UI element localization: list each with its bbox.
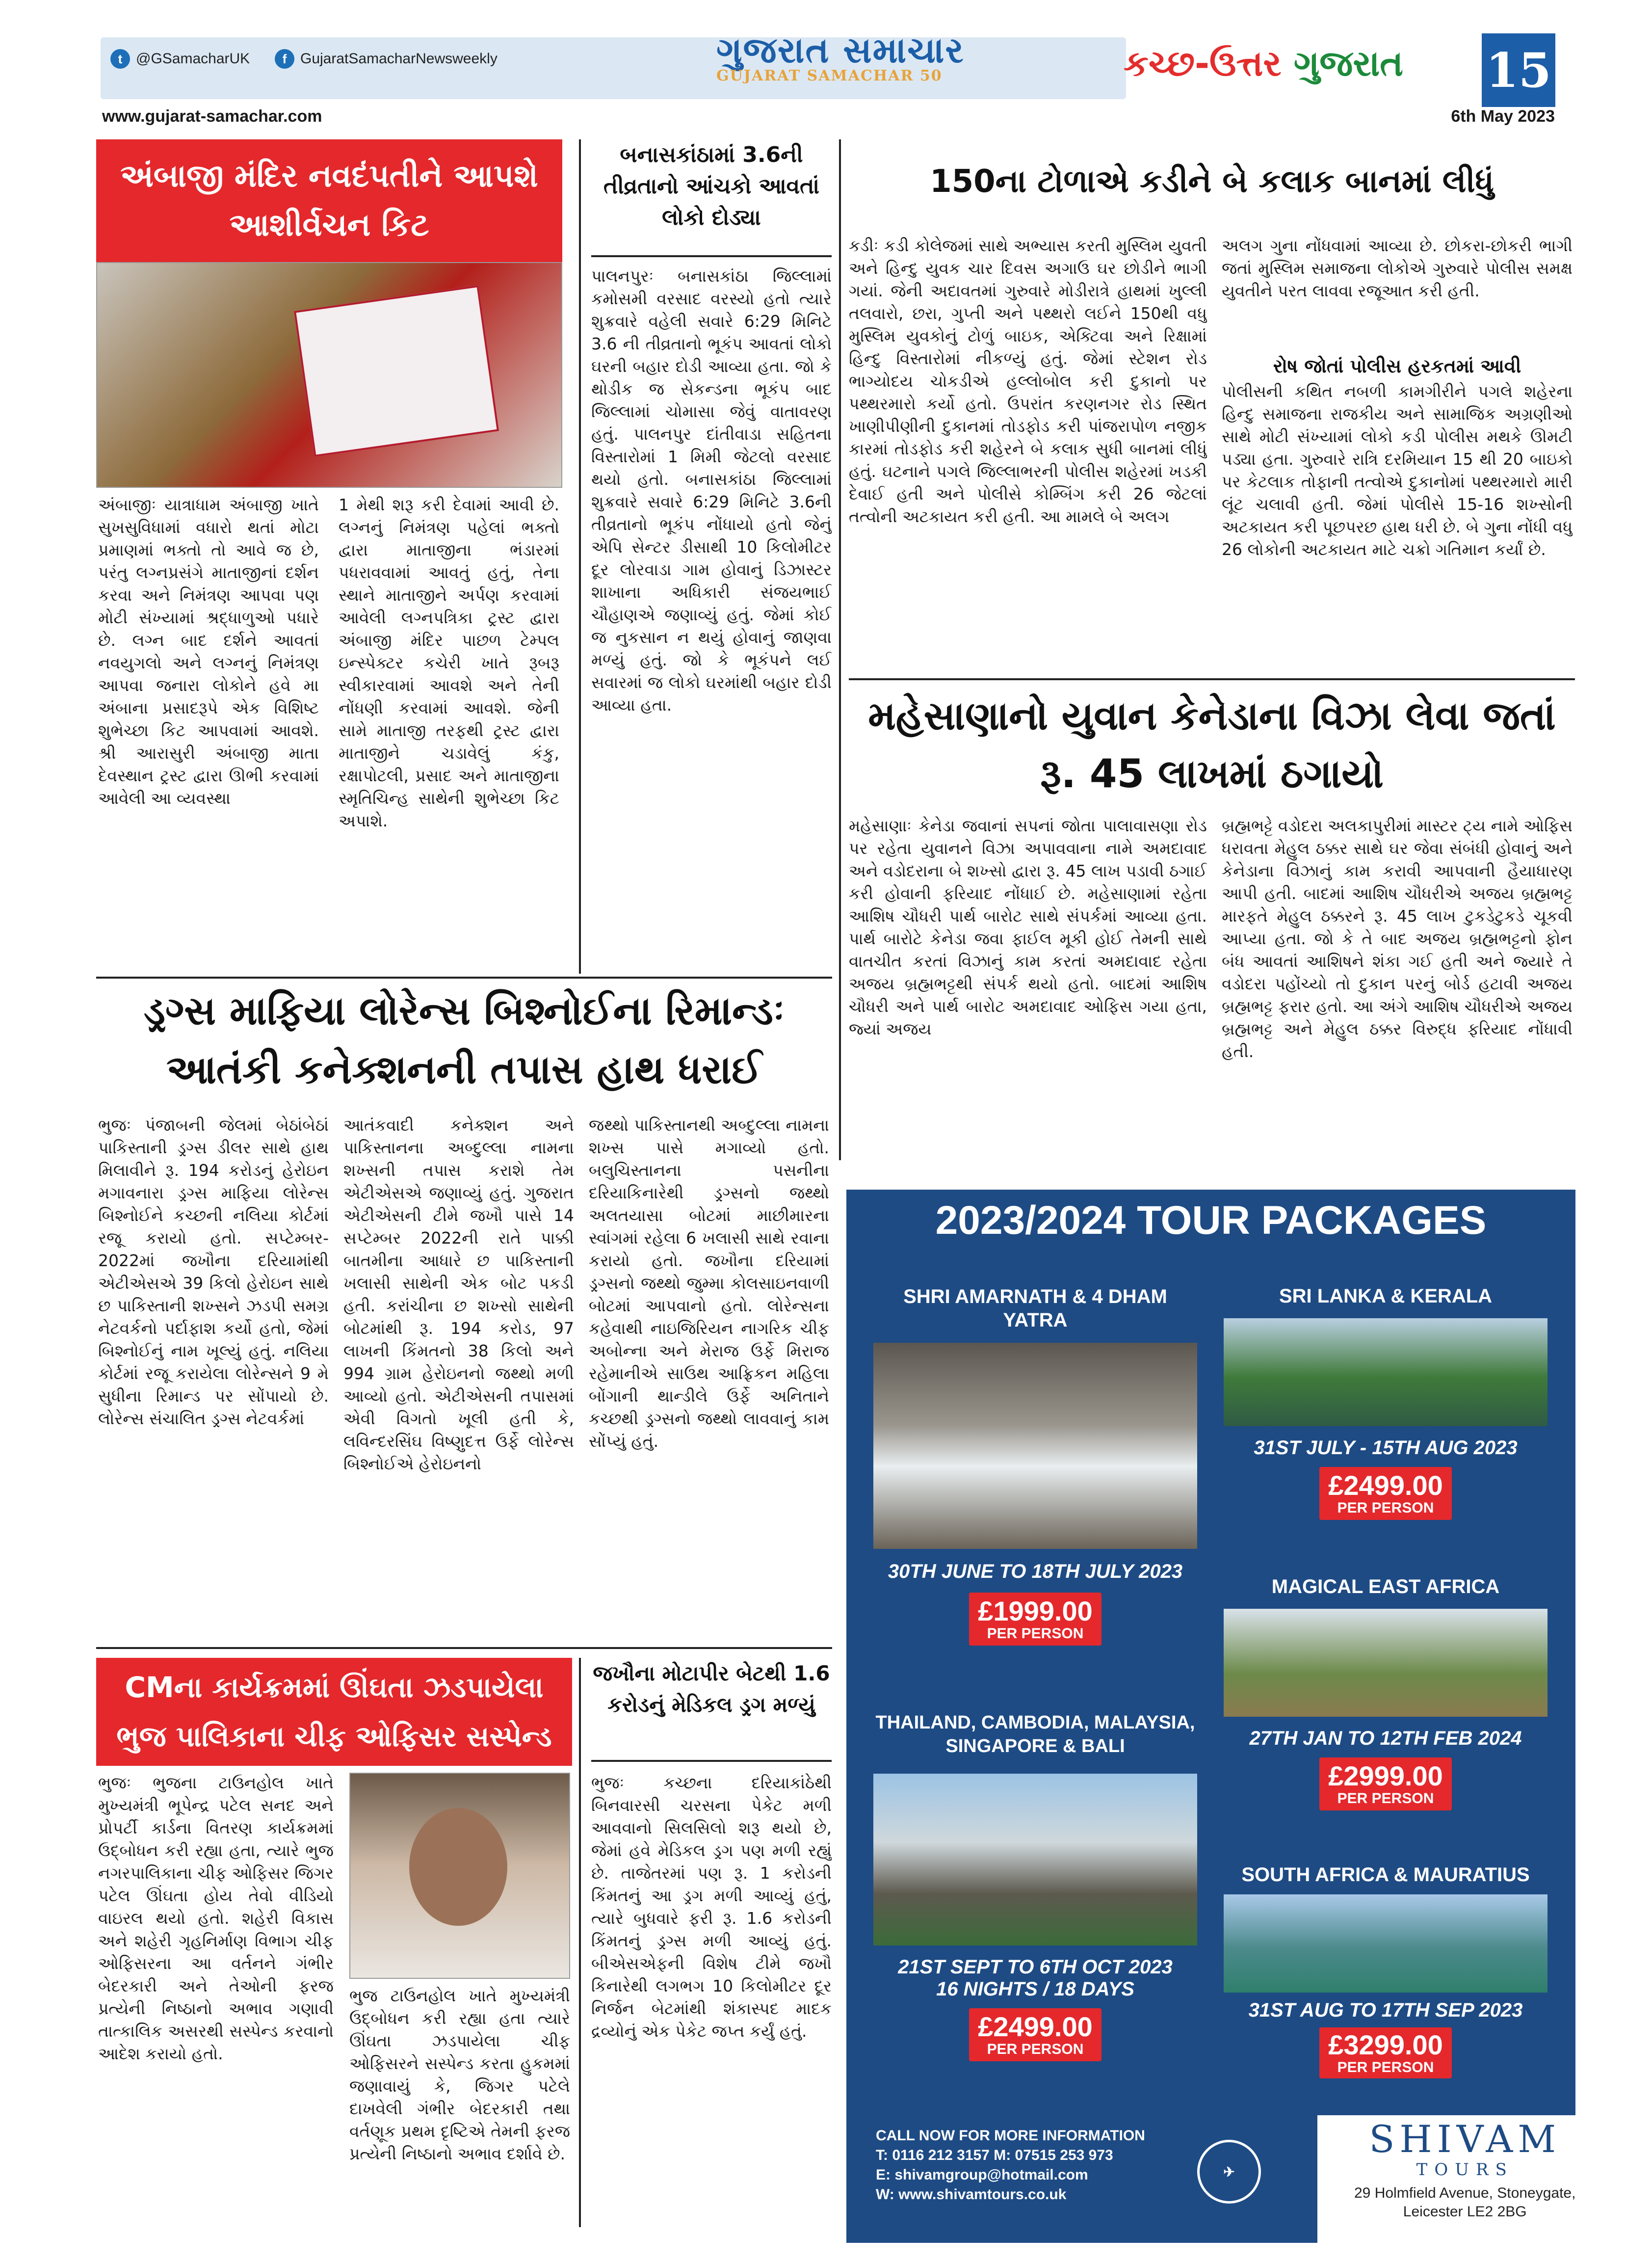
contact-info: CALL NOW FOR MORE INFORMATION T: 0116 212 3157 M: 07515 253 973 E: shivamgroup@hotmail.com W: www.shivamtours.co.uk [846,2112,1317,2243]
twitter-icon: t [110,49,130,69]
kadi-column-2a: અલગ ગુના નોંધવામાં આવ્યા છે. છોકરા-છોકરી ભાગી જતાં મુસ્લિમ સમાજના લોકોએ ગુરુવારે પોલીસ સમક્ષ યુવતીને પરત લાવવા રજૂઆત કરી હતી. [1222,236,1573,300]
tour-card-amarnath[interactable]: SHRI AMARNATH & 4 DHAM YATRA 30TH JUNE TO 18TH JULY 2023 £1999.00 PER PERSON [873,1274,1197,1686]
column-rule [579,1658,581,2227]
facebook-icon: f [275,49,294,69]
phone-numbers[interactable]: T: 0116 212 3157 M: 07515 253 973 [876,2147,1113,2163]
ambaji-headline: અંબાજી મંદિર નવદંપતીને આપશે આશીર્વચન કિટ [96,139,562,262]
mehsana-column-2: બ્રહ્મભટ્ટે વડોદરા અલકાપુરીમાં માસ્ટર ટ્ય નામે ઓફિસ ધરાવતા મેહુલ ઠક્કર સાથે ઘર જેવા સંબંધી હોવાનું અને કેનેડાના વિઝાનું કામ કરાવી આપવાની હૈયાધારણ આપી હતી. બાદમાં આશિષ ચૌધરીએ અજય બ્રહ્મભટ્ટ મારફતે મેહુલ ઠક્કરને રૂ. 45 લાખ ટુકડેટુકડે ચૂકવી આપ્યા હતા. જો કે તે બાદ અજય બ્રહ્મભટ્ટનો ફોન બંધ આવતાં આશિષને શંકા ગઈ હતી અને જ્યારે તે વડોદરા પહોંચ્યો તો દુકાન પરનું બોર્ડ હટાવી અજય બ્રહ્મભટ્ટ ફરાર હતો. આ અંગે આશિષ ચૌધરીએ અજય બ્રહ્મભટ્ટ અને મેહુલ ઠક્કર વિરુદ્ધ ફરિયાદ નોંધાવી હતી. [1222,816,1573,1061]
officer-face [409,1808,507,1926]
kadi-column-1: કડીઃ કડી કોલેજમાં સાથે અભ્યાસ કરતી મુસ્લિમ યુવતી અને હિન્દુ યુવક ચાર દિવસ અગાઉ ઘર છોડીને ભાગી ગયાં. જેની અદાવતમાં ગુરુવારે મોડીરાત્રે હાથમાં ખુલ્લી તલવારો, છરા, ગુપ્તી અને પથ્થરો લઈને 150થી વધુ મુસ્લિમ યુવકોનું ટોળું બાઇક, એક્ટિવા અને રિક્ષામાં હિન્દુ વિસ્તારોમાં નીકળ્યું હતું. જેમાં સ્ટેશન રોડ ભાગ્યોદય ચોકડીએ હલ્લોબોલ કરી દુકાનો પર પથ્થરમારો કર્યો હતો. ઉપરાંત કરણનગર રોડ સ્થિત ખાણીપીણીની દુકાનમાં તોડફોડ કરી પાંજરાપોળ નજીક કારમાં તોડફોડ કરી શહેરને બે કલાક સુધી બાનમાં લીધું હતું. ઘટનાને પગલે જિલ્લાભરની પોલીસ શહેરમાં ખડકી દેવાઈ હતી અને પોલીસે કોમ્બિંગ કરી 26 જેટલાં તત્વોની અટકાયત કરી હતી. આ મામલે બે અલગ [849,236,1207,526]
kit-card [294,285,499,457]
mehsana-headline: મહેસાણાનો યુવાન કેનેડાના વિઝા લેવા જતાં રૂ. 45 લાખમાં ઠગાયો [868,693,1556,797]
website-url[interactable]: www.gujarat-samachar.com [102,107,322,126]
mauritius-photo [1224,1894,1547,1993]
kadi-subhead: રોષ જોતાં પોલીસ હરકતમાં આવી [1273,355,1521,377]
officer-photo [349,1773,570,1979]
tour-card-africa[interactable]: MAGICAL EAST AFRICA 27TH JAN TO 12TH FEB 2024 £2999.00 PER PERSON [1224,1565,1547,1849]
tour-card-southafrica[interactable]: SOUTH AFRICA & MAURATIUS 31ST AUG TO 17TH SEP 2023 £3299.00 PER PERSON [1224,1855,1547,2102]
divider [849,678,1575,680]
quake-headline: બનાસકાંઠામાં 3.6ની તીવ્રતાનો આંચકો આવતાં લોકો દોડ્યા [603,142,820,230]
divider [591,1760,832,1762]
africa-photo [1224,1609,1547,1717]
cm-headline: CMના કાર્યક્રમમાં ઊંઘતા ઝડપાયેલા ભુજ પાલિકાના ચીફ ઓફિસર સસ્પેન્ડ [96,1658,572,1766]
twitter-handle[interactable]: t @GSamacharUK [110,49,250,69]
cm-column-1: ભુજઃ ભુજના ટાઉનહોલ ખાતે મુખ્યમંત્રી ભૂપેન્દ્ર પટેલ સનદ અને પ્રોપર્ટી કાર્ડના વિતરણ કાર્યક્રમમાં ઉદ્બોધન કરી રહ્યા હતા, ત્યારે ભુજ નગરપાલિકાના ચીફ ઓફિસર જિગર પટેલ ઊંઘતા હોય તેવો વીડિયો વાઇરલ થયો હતો. શહેરી વિકાસ અને શહેરી ગૃહનિર્માણ વિભાગ ચીફ ઓફિસરના આ વર્તનને ગંભીર બેદરકારી અને તેઓની ફરજ પ્રત્યેની નિષ્ઠાનો અભાવ ગણાવી તાત્કાલિક અસરથી સસ્પેન્ડ કરવાનો આદેશ કરાયો હતો. [98,1773,334,2063]
divider [96,1647,832,1649]
cm-column-2: ભુજ ટાઉનહોલ ખાતે મુખ્યમંત્રી ઉદ્બોધન કરી રહ્યા હતા ત્યારે ઊંઘતા ઝડપાયેલા ચીફ ઓફિસરને સસ્પેન્ડ કરતા હુકમમાં જણાવાયું કે, જિગર પટેલે દાખવેલી ગંભીર બેદરકારી તથા વર્તણૂક પ્રથમ દૃષ્ટિએ તેમની ફરજ પ્રત્યેની નિષ્ઠાનો અભાવ દર્શાવે છે. [349,1986,570,2163]
divider [591,255,832,257]
drugs-headline: ડ્રગ્સ માફિયા લોરેન્સ બિશ્નોઈના રિમાન્ડઃ આતંકી કનેક્શનની તપાસ હાથ ધરાઈ [144,988,785,1092]
tour-card-srilanka[interactable]: SRI LANKA & KERALA 31ST JULY - 15TH AUG 2023 £2499.00 PER PERSON [1224,1274,1547,1559]
column-rule [579,139,581,974]
kadi-column-2b: પોલીસની કથિત નબળી કામગીરીને પગલે શહેરના હિન્દુ સમાજના રાજકીય અને સામાજિક અગ્રણીઓ સાથે મોટી સંખ્યામાં લોકો કડી પોલીસ મથકે ઊમટી પડ્યા હતા. ગુરુવારે રાત્રિ દરમિયાન 15 થી 20 બાઇકો પર કેટલાક તોફાની તત્વોએ દુકાનોમાં પથ્થરમારો મારી લૂંટ ચલાવી હતી. જેમાં પોલીસે 15-16 શખ્સોની અટકાયત કરી પૂછપરછ હાથ ધરી છે. બે ગુના નોંધી વધુ 26 લોકોની અટકાયત માટે ચક્રો ગતિમાન કર્યાં છે. [1222,382,1573,559]
drugs-column-3: જથ્થો પાકિસ્તાનથી અબ્દુલ્લા નામના શખ્સ પાસે મગાવ્યો હતો. બલુચિસ્તાનના પસનીના દરિયાકિનારેથી ડ્રગ્સનો જથ્થો અલતયાસા બોટમાં માછીમારના સ્વાંગમાં રહેલા 6 ખલાસી સાથે રવાના કરાયો હતો. જખૌના દરિયામાં ડ્રગ્સનો જથ્થો જુમ્મા કોલસાઇનવાળી બોટમાં આપવાનો હતો. લોરેન્સના કહેવાથી નાઇજિરિયન નાગરિક ચીફ અબોન્ના અને મેરાજ ઉર્ફે મિરાજ રહેમાનીએ સાઉથ આફ્રિકન મહિલા બોંગાની થાન્ડીલે ઉર્ફે અનિતાને કચ્છથી ડ્રગ્સનો જથ્થો લાવવાનું કામ સોંપ્યું હતું. [589,1116,829,1451]
ambaji-column-2: 1 મેથી શરૂ કરી દેવામાં આવી છે. લગ્નનું નિમંત્રણ પહેલાં ભક્તો દ્વારા માતાજીના ભંડારમાં પધરાવવામાં આવતું હતું, તેના સ્થાને માતાજીને અર્પણ કરવામાં આવેલી લગ્નપત્રિકા ટ્રસ્ટ દ્વારા અંબાજી મંદિર પાછળ ટેમ્પલ ઇન્સ્પેક્ટર કચેરી ખાતે રૂબરૂ સ્વીકારવામાં આવશે અને તેની નોંધણી કરવામાં આવશે. જેની સામે માતાજી તરફથી ટ્રસ્ટ દ્વારા માતાજીને ચડાવેલું કંકુ, રક્ષાપોટલી, પ્રસાદ અને માતાજીના સ્મૃતિચિન્હ સાથેની શુભેચ્છા કિટ અપાશે. [339,495,559,830]
section-title: કચ્છ-ઉત્તર ગુજરાત [1124,43,1403,84]
ambaji-column-1: અંબાજીઃ યાત્રાધામ અંબાજી ખાતે સુખસુવિધામાં વધારો થતાં મોટા પ્રમાણમાં ભક્તો તો આવે જ છે, પરંતુ લગ્નપ્રસંગે માતાજીનાં દર્શન કરવા અને નિમંત્રણ આપવા પણ મોટી સંખ્યામાં શ્રદ્ધાળુઓ પધારે છે. લગ્ન બાદ દર્શને આવતાં નવયુગલો અને લગ્નનું નિમંત્રણ આપવા જનારા લોકોને હવે મા અંબાના પ્રસાદરૂપે એક વિશિષ્ટ શુભેચ્છા કિટ આપવામાં આવશે. શ્રી આરાસુરી અંબાજી માતા દેવસ્થાન ટ્રસ્ટ દ્વારા ઊભી કરવામાં આવેલી આ વ્યવસ્થા [98,495,319,808]
kerala-photo [1224,1318,1547,1426]
drugs-column-1: ભુજઃ પંજાબની જેલમાં બેઠાંબેઠાં પાકિસ્તાની ડ્રગ્સ ડીલર સાથે હાથ મિલાવીને રૂ. 194 કરોડનું હેરોઇન મગાવનારા ડ્રગ્સ માફિયા લોરેન્સ બિશ્નોઈને કચ્છની નલિયા કોર્ટમાં રજૂ કરાયો હતો. સપ્ટેમ્બર- 2022માં જખૌના દરિયામાંથી એટીએસએ 39 કિલો હેરોઇન સાથે છ પાકિસ્તાની શખ્સને ઝડપી સમગ્ર નેટવર્કનો પર્દાફાશ કર્યો હતો, જેમાં બિશ્નોઈનું નામ ખૂલ્યું હતું. નલિયા કોર્ટમાં રજૂ કરાયેલા લોરેન્સને 9 મે સુધીના રિમાન્ડ પર સોંપાયો છે. લોરેન્સ સંચાલિત ડ્રગ્સ નેટવર્કમાં [98,1116,329,1428]
ambaji-kit-photo [96,262,562,488]
page-number: 15 [1482,33,1555,107]
facebook-handle[interactable]: f GujaratSamacharNewsweekly [275,49,498,69]
masthead-bar [101,37,1126,99]
jakhau-headline: જખૌના મોટાપીર બેટથી 1.6 કરોડનું મેડિકલ ડ્રગ મળ્યું [593,1661,830,1717]
quake-body: પાલનપુરઃ બનાસકાંઠા જિલ્લામાં કમોસમી વરસાદ વરસ્યો હતો ત્યારે શુક્રવારે વહેલી સવારે 6:29 મિનિટે 3.6 ની તીવ્રતાનો ભૂકંપ આવતાં લોકો ઘરની બહાર દોડી આવ્યા હતા. જો કે થોડીક જ સેકન્ડના ભૂકંપ બાદ જિલ્લામાં ચોમાસા જેવું વાતાવરણ હતું. પાલનપુર દાંતીવાડા સહિતના વિસ્તારોમાં 1 મિમી જેટલો વરસાદ થયો હતો. બનાસકાંઠા જિલ્લામાં શુક્રવારે સવારે 6:29 મિનિટે 3.6ની તીવ્રતાનો ભૂકંપ નોંધાયો હતો જેનું એપિ સેન્ટર ડીસાથી 10 કિલોમીટર દૂર લોરવાડા ગામ હોવાનું ડિઝાસ્ટર શાખાના અધિકારી સંજયભાઈ ચૌહાણએ જણાવ્યું હતું. જેમાં કોઈ જ નુકસાન ન થયું હોવાનું જાણવા મળ્યું હતું. જો કે ભૂકંપને લઈ સવારમાં જ લોકો ઘરમાંથી બહાર દોડી આવ્યા હતા. [591,266,832,715]
angkor-photo [873,1774,1197,1945]
email-address[interactable]: E: shivamgroup@hotmail.com [876,2167,1088,2183]
drugs-column-2: આતંકવાદી કનેક્શન અને પાકિસ્તાનના અબ્દુલ્લા નામના શખ્સની તપાસ કરાશે તેમ એટીએસએ જણાવ્યું હતું. ગુજરાત એટીએસની ટીમે જખૌ પાસે 14 સપ્ટેમ્બર 2022ની રાતે પાક્કી બાતમીના આધારે છ પાકિસ્તાની ખલાસી સાથેની એક બોટ પકડી હતી. કરાંચીના છ શખ્સો સાથેની બોટમાંથી રૂ. 194 કરોડ, 97 લાખની કિંમતનો 38 કિલો અને 994 ગ્રામ હેરોઇનનો જથ્થો મળી આવ્યો હતો. એટીએસની તપાસમાં એવી વિગતો ખૂલી હતી કે, લવિન્દરસિંઘ વિષ્ણુદત્ત ઉર્ફે લોરેન્સ બિશ્નોઈએ હેરોઇનનો [343,1116,574,1473]
divider [96,977,832,979]
shivam-tours-logo: SHIVAM TOURS 29 Holmfield Avenue, Stoneygate, Leicester LE2 2BG [1354,2117,1576,2220]
jakhau-body: ભુજઃ કચ્છના દરિયાકાંઠેથી બિનવારસી ચરસના પેકેટ મળી આવવાનો સિલસિલો શરૂ થયો છે, જેમાં હવે મેડિકલ ડ્રગ પણ મળી રહ્યું છે. તાજેતરમાં પણ રૂ. 1 કરોડની કિંમતનું આ ડ્રગ મળી આવ્યું હતું, ત્યારે બુધવારે ફરી રૂ. 1.6 કરોડની કિંમતનું ડ્રગ્સ મળી આવ્યું હતું. બીએસએફની વિશેષ ટીમે જખૌ કિનારેથી લગભગ 10 કિલોમીટર દૂર નિર્જન બેટમાંથી શંકાસ્પદ માદક દ્રવ્યોનું એક પેકેટ જપ્ત કર્યું હતું. [591,1773,832,2041]
abta-badge-icon: ✈ [1197,2140,1261,2204]
tour-card-asia[interactable]: THAILAND, CAMBODIA, MALAYSIA, SINGAPORE & BALI 21ST SEPT TO 6TH OCT 2023 16 NIGHTS / 18 DAYS £2499.00 PER PERSON [873,1695,1197,2102]
amarnath-photo [873,1343,1197,1549]
tour-ad-title: 2023/2024 TOUR PACKAGES [935,1198,1487,1243]
newspaper-logo: ગુજરાત સમાચાર GUJARAT SAMACHAR 50 [716,29,965,84]
website-link[interactable]: W: www.shivamtours.co.uk [876,2186,1067,2203]
kadi-headline: 150ના ટોળાએ કડીને બે કલાક બાનમાં લીધું [930,163,1494,200]
issue-date: 6th May 2023 [1451,107,1555,126]
mehsana-column-1: મહેસાણાઃ કેનેડા જવાનાં સપનાં જોતા પાલાવાસણા રોડ પર રહેતા યુવાનને વિઝા અપાવવાના નામે અમદાવાદ અને વડોદરાના બે શખ્સો દ્વારા રૂ. 45 લાખ પડાવી ઠગાઈ કરી હોવાની ફરિયાદ નોંધાઈ છે. મહેસાણામાં રહેતા આશિષ ચૌધરી પાર્થ બારોટ સાથે સંપર્કમાં આવ્યા હતા. પાર્થ બારોટે કેનેડા જવા ફાઈલ મૂકી હોઈ તેમની સાથે વાતચીત કરતાં વિઝાનું કામ કરતાં અમદાવાદ રહેતા અજય બ્રહ્મભટ્ટથી સંપર્ક થયો હતો. બાદમાં આશિષ ચૌધરી અને પાર્થ બારોટ અમદાવાદ ઓફિસ ગયા હતા, જ્યાં અજય [849,816,1207,1038]
column-rule [839,139,841,1160]
